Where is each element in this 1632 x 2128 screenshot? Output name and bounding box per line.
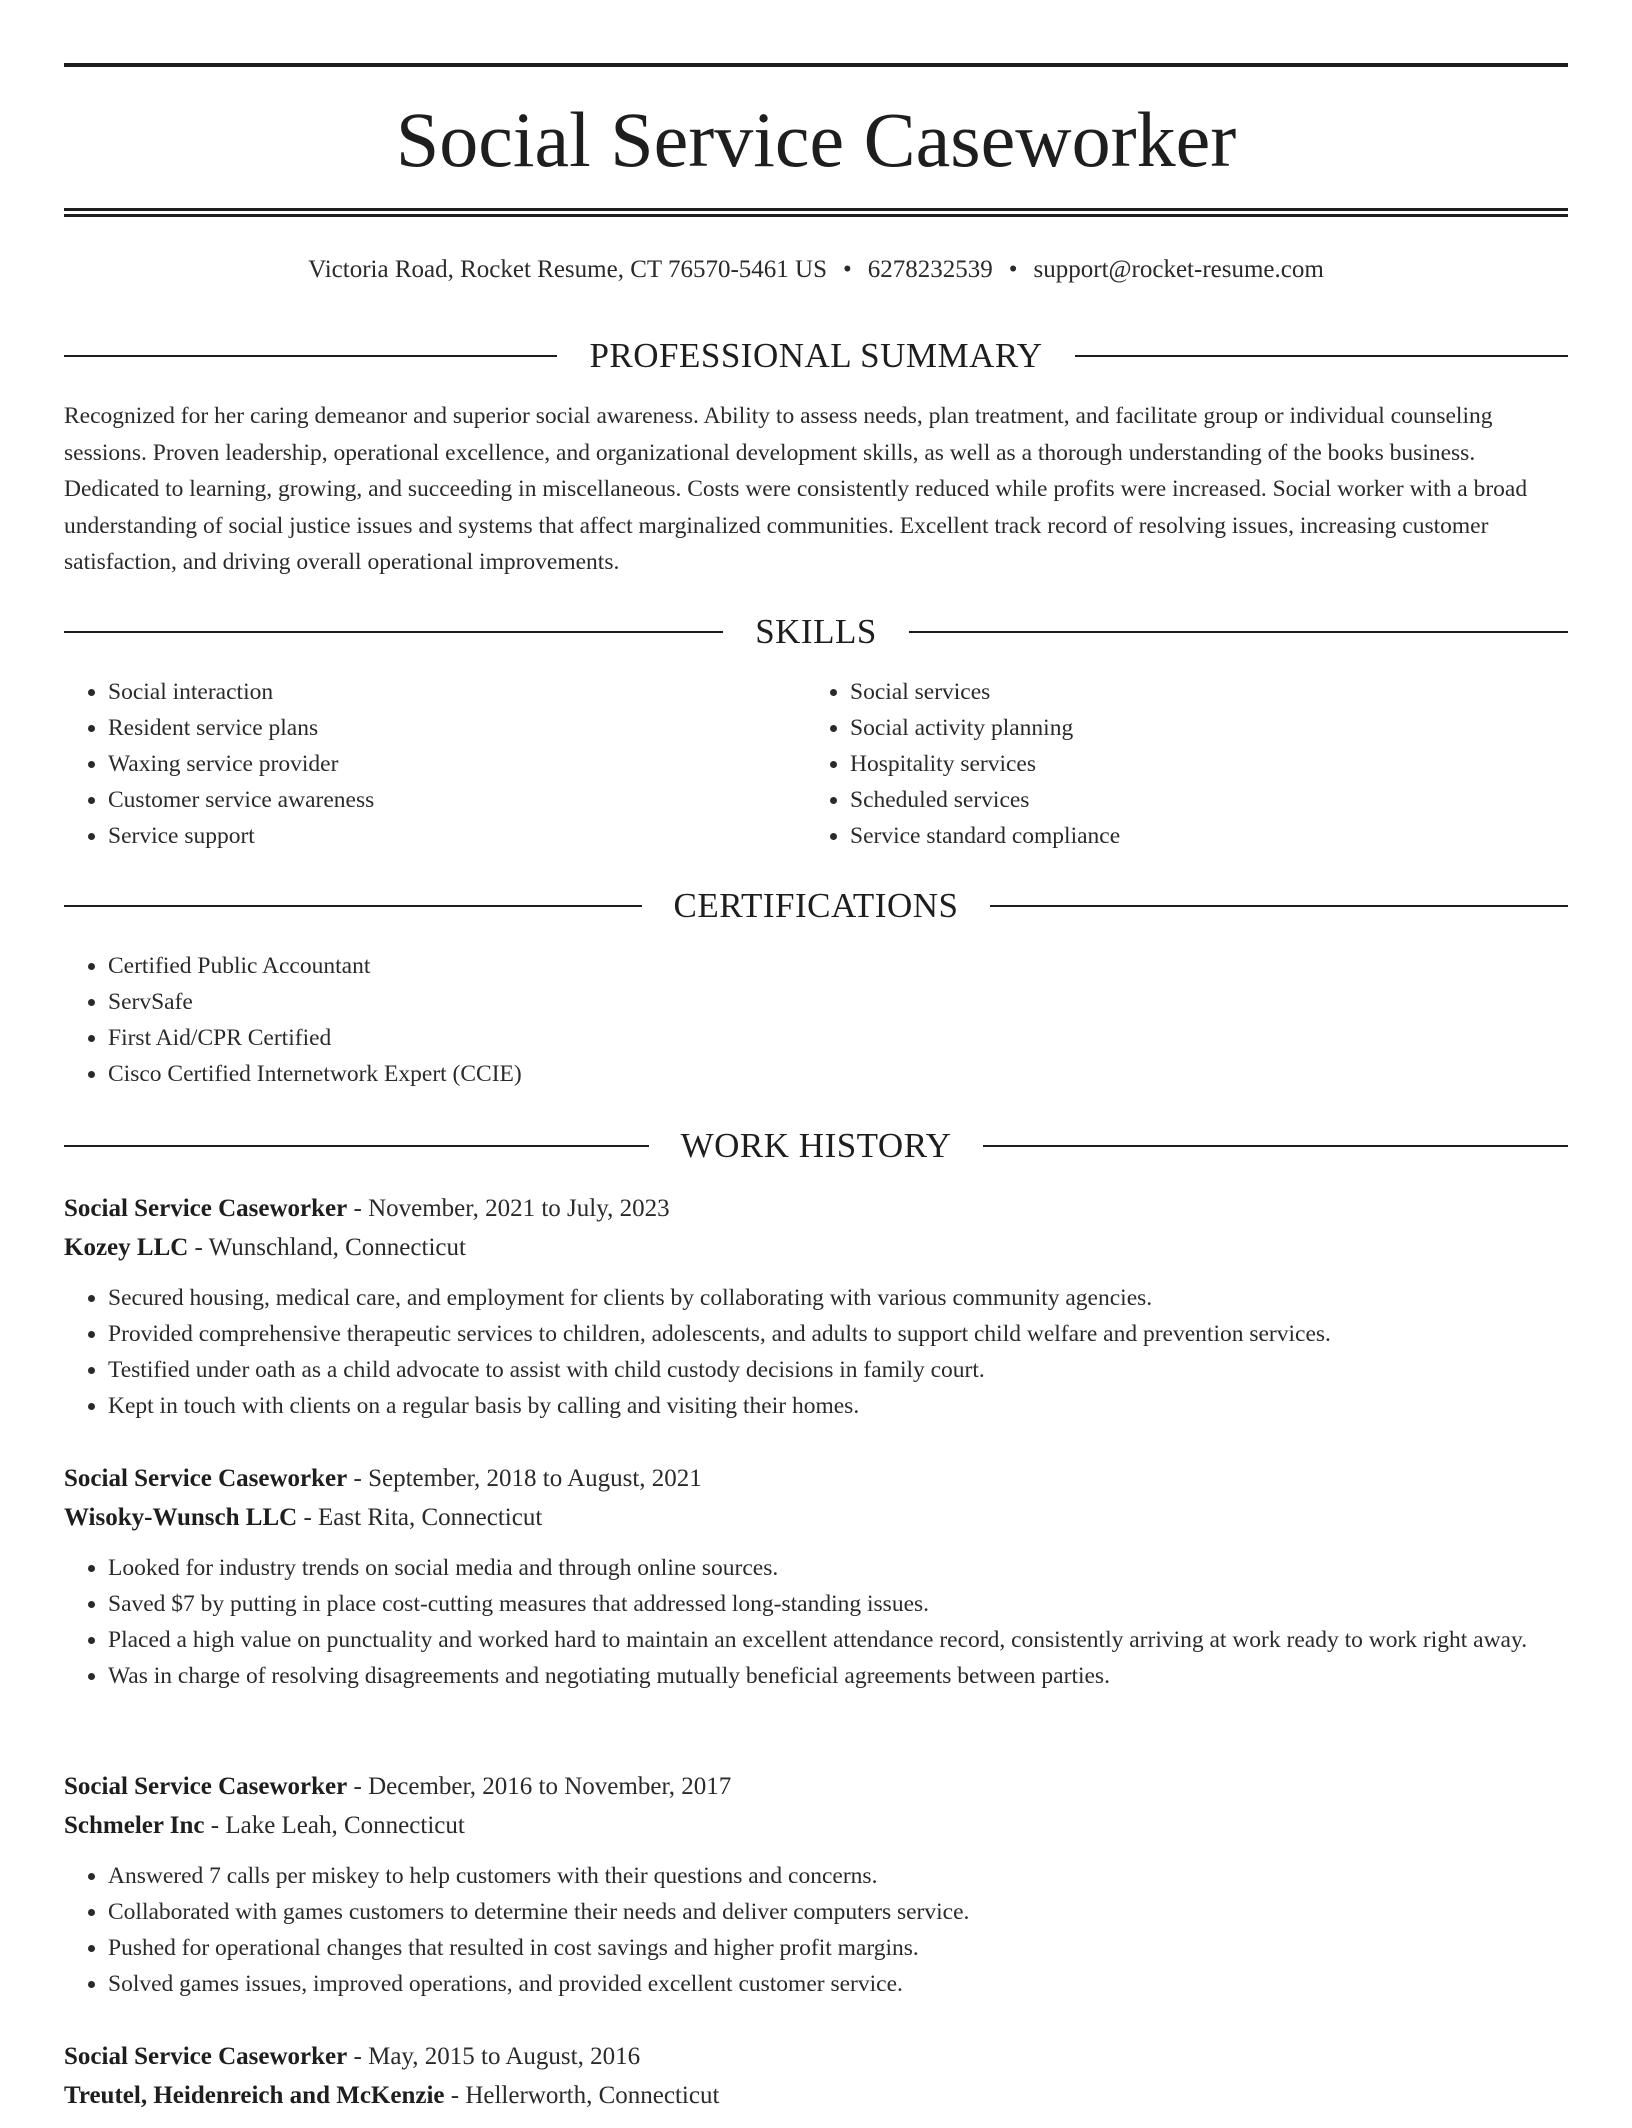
section-title: SKILLS	[755, 612, 877, 651]
heading-rule-left	[64, 1145, 649, 1147]
skill-item: • Scheduled services	[850, 782, 1548, 818]
job-company: Wisoky-Wunsch LLC	[64, 1504, 298, 1531]
skill-item: • Customer service awareness	[108, 782, 806, 818]
certifications	[64, 948, 1568, 1092]
job-duty: • Testified under oath as a child advocate to assist with child custody decisions in family court.	[108, 1352, 1568, 1388]
job-role-line	[64, 1190, 1568, 1228]
skill-item: • Service standard compliance	[850, 818, 1548, 854]
skill-item: • Hospitality services	[850, 746, 1548, 782]
job-duty: • Placed a high value on punctuality and worked hard to maintain an excellent attendance record, consistently arriving at work ready to work right away.	[108, 1622, 1568, 1658]
skill-item: • Resident service plans	[108, 710, 806, 746]
skills-column-left	[64, 674, 806, 854]
job-duties	[64, 1858, 1568, 2002]
job-duty: • Solved games issues, improved operations, and provided excellent customer service.	[108, 1966, 1568, 2002]
job-location: - Lake Leah, Connecticut	[204, 1812, 465, 1839]
section-heading-summary	[64, 334, 1568, 378]
job-employer-line	[64, 2076, 1568, 2116]
certification-item: • First Aid/CPR Certified	[108, 1020, 1568, 1056]
section-heading-skills	[64, 610, 1568, 654]
job-role-line	[64, 1460, 1568, 1498]
heading-rule-left	[64, 905, 642, 907]
job-location: - Hellerworth, Connecticut	[444, 2082, 720, 2109]
header-double-rule	[64, 208, 1568, 217]
heading-rule-right	[1075, 355, 1568, 357]
contact-phone: 6278232539	[867, 256, 993, 283]
job-duty: • Collaborated with games customers to determine their needs and deliver computers service.	[108, 1894, 1568, 1930]
skill-item: • Waxing service provider	[108, 746, 806, 782]
contact-separator: •	[1008, 256, 1018, 283]
section-title: CERTIFICATIONS	[673, 886, 959, 925]
job-dates: - May, 2015 to August, 2016	[347, 2043, 641, 2070]
job-title: Social Service Caseworker	[64, 1465, 348, 1492]
job-duty: • Secured housing, medical care, and employment for clients by collaborating with various community agencies.	[108, 1280, 1568, 1316]
skills-list-right	[806, 674, 1548, 854]
skills-grid	[64, 674, 1568, 854]
job-dates: - December, 2016 to November, 2017	[347, 1773, 732, 1800]
heading-rule-right	[983, 1145, 1568, 1147]
certification-item: • Certified Public Accountant	[108, 948, 1568, 984]
skill-item: • Social services	[850, 674, 1548, 710]
skills-list-left	[64, 674, 806, 854]
job-location: - Wunschland, Connecticut	[188, 1234, 466, 1261]
job-duties	[64, 1550, 1568, 1694]
job-entry	[64, 1190, 1568, 1424]
job-dates: - September, 2018 to August, 2021	[347, 1465, 702, 1492]
skills-column-right	[806, 674, 1548, 854]
job-entry	[64, 1460, 1568, 1694]
job-duty: • Kept in touch with clients on a regular basis by calling and visiting their homes.	[108, 1388, 1568, 1424]
section-title: WORK HISTORY	[680, 1126, 952, 1165]
job-duties	[64, 1280, 1568, 1424]
section-heading-certifications	[64, 884, 1568, 928]
contact-separator: •	[842, 256, 852, 283]
header-top-rule	[64, 63, 1568, 67]
contact-address: Victoria Road, Rocket Resume, CT 76570-5461 US	[308, 256, 827, 283]
job-duty: • Provided comprehensive therapeutic services to children, adolescents, and adults to support child welfare and prevention services.	[108, 1316, 1568, 1352]
skill-item: • Service support	[108, 818, 806, 854]
contact-email[interactable]: support@rocket-resume.com	[1033, 256, 1324, 283]
job-entry	[64, 2038, 1568, 2128]
certification-item: • ServSafe	[108, 984, 1568, 1020]
job-dates: - November, 2021 to July, 2023	[347, 1195, 670, 1222]
job-duty: • Saved $7 by putting in place cost-cutting measures that addressed long-standing issues.	[108, 1586, 1568, 1622]
section-title: PROFESSIONAL SUMMARY	[589, 336, 1043, 375]
contact-line	[64, 254, 1568, 286]
job-role-line	[64, 2038, 1568, 2076]
job-location: - East Rita, Connecticut	[297, 1504, 543, 1531]
job-employer-line	[64, 1806, 1568, 1846]
heading-rule-right	[909, 631, 1568, 633]
skill-item: • Social interaction	[108, 674, 806, 710]
job-entry	[64, 1768, 1568, 2002]
job-duty: • Looked for industry trends on social media and through online sources.	[108, 1550, 1568, 1586]
job-employer-line	[64, 1498, 1568, 1538]
certification-item: • Cisco Certified Internetwork Expert (CCIE)	[108, 1056, 1568, 1092]
job-employer-line	[64, 1228, 1568, 1268]
job-duty: • Pushed for operational changes that resulted in cost savings and higher profit margins.	[108, 1930, 1568, 1966]
heading-rule-left	[64, 631, 723, 633]
job-title: Social Service Caseworker	[64, 1195, 348, 1222]
section-heading-work-history	[64, 1124, 1568, 1168]
job-company: Kozey LLC	[64, 1234, 189, 1261]
job-title: Social Service Caseworker	[64, 1773, 348, 1800]
skill-item: • Social activity planning	[850, 710, 1548, 746]
certifications-list	[64, 948, 1568, 1092]
job-duty: • Answered 7 calls per miskey to help customers with their questions and concerns.	[108, 1858, 1568, 1894]
heading-rule-left	[64, 355, 557, 357]
job-role-line	[64, 1768, 1568, 1806]
resume-title: Social Service Caseworker	[395, 96, 1237, 183]
job-company: Treutel, Heidenreich and McKenzie	[64, 2082, 445, 2109]
job-company: Schmeler Inc	[64, 1812, 205, 1839]
job-duty: • Was in charge of resolving disagreements and negotiating mutually beneficial agreements between parties.	[108, 1658, 1568, 1694]
heading-rule-right	[990, 905, 1568, 907]
summary-text: Recognized for her caring demeanor and superior social awareness. Ability to assess needs, plan treatment, and facilitate group or individual counseling sessions. Proven leadership, operational excellence, and organizational development skills, as well as a thorough understanding of the books business. Dedicated to learning, growing, and succeeding in miscellaneous. Costs were consistently reduced while profits were increased. Social worker with a broad understanding of social justice issues and systems that affect marginalized communities. Excellent track record of resolving issues, increasing customer satisfaction, and driving overall operational improvements.	[64, 403, 1528, 575]
job-title: Social Service Caseworker	[64, 2043, 348, 2070]
